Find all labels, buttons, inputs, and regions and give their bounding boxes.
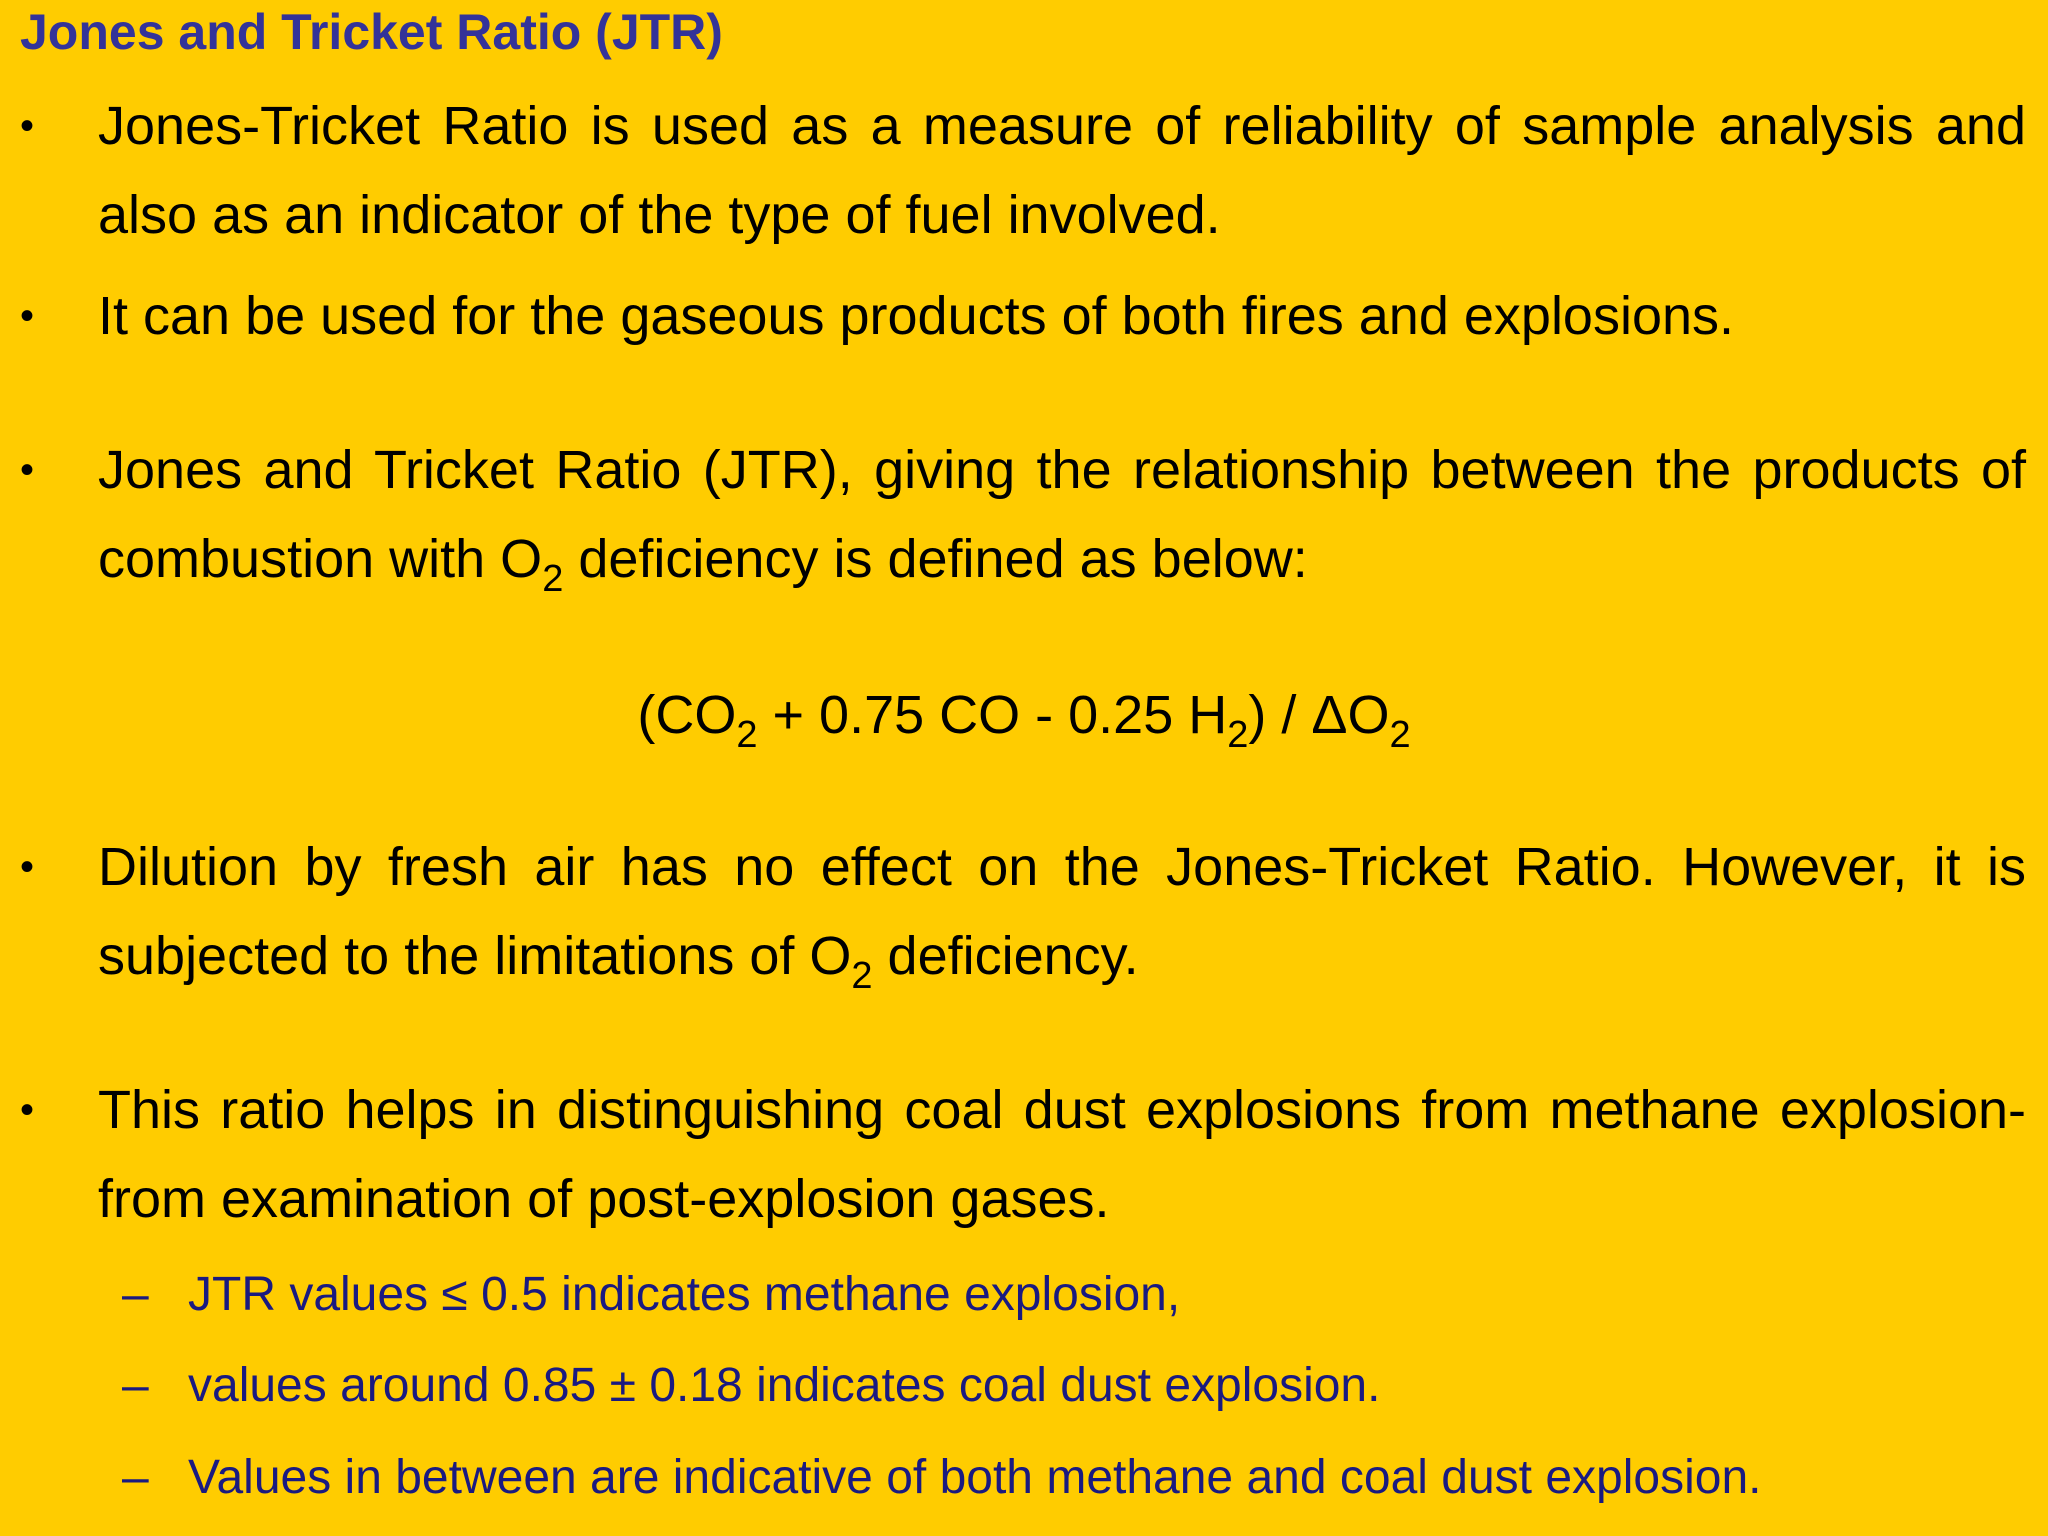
sub-item-coal-dust — [122, 1356, 1380, 1416]
bullet-icon: • — [20, 1088, 35, 1132]
sub-item-text: JTR values ≤ 0.5 indicates methane explosion, — [188, 1268, 1181, 1321]
sub-item-methane — [122, 1265, 1180, 1325]
bullet-text: Dilution by fresh air has no effect on the Jones-Tricket Ratio. However, it is subjected to the limitations of $O_2$ deficiency. — [98, 837, 2026, 997]
sub-item-text: Values in between are indicative of both methane and coal dust explosion. — [188, 1451, 1762, 1504]
bullet-text: Jones and Tricket Ratio (JTR), giving the relationship between the products of combustion with $O_2$ deficiency is defined as below: — [98, 440, 2026, 600]
bullet-item-distinguishing — [20, 1066, 2026, 1244]
jtr-formula: ($CO_2 + 0.75$ CO - 0.25 $H_2) / \Delta O_2$ — [637, 685, 1411, 756]
slide-title: Jones and Tricket Ratio (JTR) — [20, 4, 723, 60]
bullet-icon: • — [20, 104, 35, 148]
bullet-item-gaseous-products — [20, 272, 2026, 361]
bullet-item-jtr-definition — [20, 426, 2026, 604]
bullet-icon: • — [20, 845, 35, 889]
bullet-text: Jones-Tricket Ratio is used as a measure of reliability of sample analysis and also as an indicator of the type of fuel involved. — [98, 96, 2026, 245]
bullet-text: This ratio helps in distinguishing coal dust explosions from methane explosion-from examination of post-explosion gases. — [98, 1080, 2026, 1229]
bullet-icon: • — [20, 294, 35, 338]
bullet-icon: • — [20, 448, 35, 492]
dash-icon: – — [122, 1359, 149, 1412]
sub-item-in-between — [122, 1448, 1761, 1508]
bullet-item-reliability — [20, 82, 2026, 260]
sub-item-text: values around 0.85 ± 0.18 indicates coal dust explosion. — [188, 1359, 1381, 1412]
bullet-text: It can be used for the gaseous products of both fires and explosions. — [98, 286, 1735, 346]
bullet-item-dilution — [20, 823, 2026, 1001]
dash-icon: – — [122, 1451, 149, 1504]
dash-icon: – — [122, 1268, 149, 1321]
